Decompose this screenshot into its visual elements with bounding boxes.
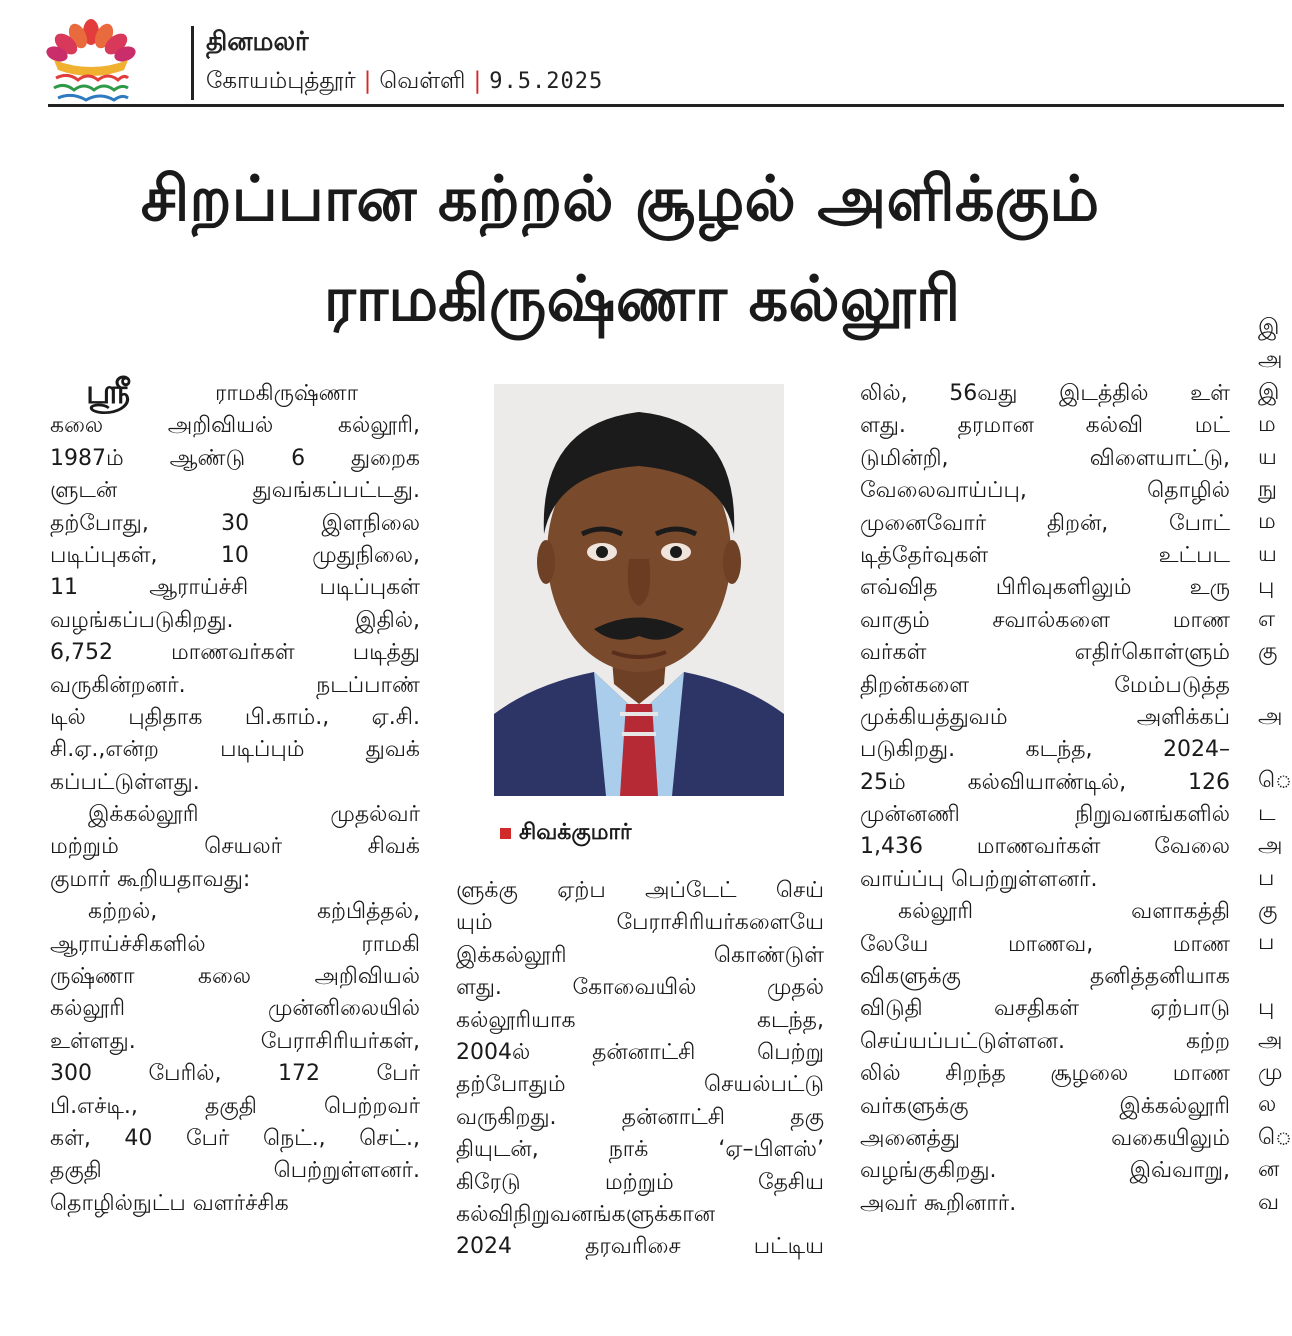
article-line: கிரேடு மற்றும் தேசிய: [456, 1169, 824, 1195]
article-line: கல்லூரி வளாகத்தி: [898, 899, 1230, 925]
caption-text: சிவக்குமார்: [519, 820, 632, 845]
photo-caption: [500, 818, 631, 848]
article-line: கு: [1258, 898, 1278, 924]
article-column-1: [50, 378, 420, 1220]
article-line: வழங்குகிறது. இவ்வாறு,: [860, 1158, 1230, 1184]
article-line: டுமின்றி, விளையாட்டு,: [860, 445, 1230, 471]
article-line: 2024 தரவரிசை பட்டிய: [456, 1234, 824, 1260]
caption-bullet-icon: [500, 828, 511, 839]
article-line: கற்றல், கற்பித்தல்,: [88, 899, 420, 925]
article-line: தற்போது, 30 இளநிலை: [50, 510, 420, 536]
article-line: கல்லூரியாக கடந்த,: [456, 1007, 824, 1033]
edition-day: வெள்ளி: [379, 68, 466, 94]
article-line: ருஷ்ணா கலை அறிவியல்: [50, 964, 420, 990]
article-line: கல்லூரி முன்னிலையில்: [50, 996, 420, 1022]
article-line: 1,436 மாணவர்கள் வேலை: [860, 834, 1230, 860]
article-line: ளது. கோவையில் முதல்: [456, 975, 824, 1001]
masthead-divider: [191, 26, 194, 100]
article-line: நு: [1258, 476, 1278, 502]
article-line: எ: [1258, 606, 1276, 632]
article-column-3: [860, 378, 1230, 1220]
article-line: வ: [1258, 1189, 1280, 1215]
article-line: இ: [1258, 315, 1280, 340]
article-line: இக்கல்லூரி கொண்டுள்: [456, 942, 824, 968]
article-line: ப: [1258, 865, 1275, 891]
article-line: விகளுக்கு தனித்தனியாக: [860, 964, 1230, 990]
article-line: யும் பேராசிரியர்களையே: [456, 910, 824, 936]
article-line: அவர் கூறினார்.: [860, 1190, 1017, 1216]
article-line: முக்கியத்துவம் அளிக்கப்: [860, 704, 1230, 730]
article-line: ல: [1258, 1092, 1277, 1118]
article-line: மு: [1258, 1059, 1283, 1085]
article-line: தகுதி பெற்றுள்ளனர்.: [50, 1158, 420, 1184]
article-line: 25ம் கல்வியாண்டில், 126: [860, 769, 1230, 795]
article-line: 2004ல் தன்னாட்சி பெற்று: [456, 1039, 824, 1065]
header-rule: [48, 104, 1284, 107]
article-line: [1258, 733, 1284, 765]
headline-line-2: ராமகிருஷ்ணா கல்லூரி: [323, 262, 961, 335]
article-line: வாய்ப்பு பெற்றுள்ளனர்.: [860, 866, 1098, 892]
portrait-image: [494, 384, 784, 796]
article-line: கலை அறிவியல் கல்லூரி,: [50, 413, 420, 439]
article-line: ட: [1258, 800, 1276, 826]
article-line: வருகிறது. தன்னாட்சி தகு: [456, 1104, 824, 1130]
article-line: செய்யப்பட்டுள்ளன. கற்ற: [860, 1028, 1230, 1054]
adjacent-article-fragment: [1258, 312, 1292, 1219]
article-line: 6,752 மாணவர்கள் படித்து: [50, 640, 420, 666]
article-line: வழங்கப்படுகிறது. இதில்,: [50, 607, 420, 633]
article-line: திறன்களை மேம்படுத்த: [860, 672, 1230, 698]
article-line: தியுடன், நாக் ‘ஏ–பிளஸ்’: [456, 1137, 824, 1163]
article-line: முனைவோர் திறன், போட்: [860, 510, 1230, 536]
article-line: அனைத்து வகையிலும்: [860, 1125, 1230, 1151]
article-line: லேயே மாணவ, மாண: [860, 931, 1230, 957]
article-line: [1258, 668, 1284, 700]
article-line: சி.ஏ.,என்ற படிப்பும் துவக்: [50, 737, 420, 763]
person-photo: [494, 384, 784, 796]
edition-city: கோயம்புத்தூர்: [206, 68, 356, 94]
article-line: வேலைவாய்ப்பு, தொழில்: [860, 478, 1230, 504]
article-line: ப: [1258, 930, 1275, 956]
article-line: பு: [1258, 995, 1275, 1021]
article-line: படிப்புகள், 10 முதுநிலை,: [50, 542, 420, 568]
edition-separator: |: [363, 68, 372, 94]
article-line: கல்விநிறுவனங்களுக்கான: [456, 1201, 716, 1227]
drop-cap: ஸ்ரீ: [86, 372, 131, 412]
article-line: உள்ளது. பேராசிரியர்கள்,: [50, 1028, 420, 1054]
article-line: லில், 56வது இடத்தில் உள்: [860, 381, 1230, 406]
article-line: இக்கல்லூரி முதல்வர்: [88, 802, 420, 828]
article-line: வர்கள் எதிர்கொள்ளும்: [860, 640, 1230, 666]
article-line: தற்போதும் செயல்பட்டு: [456, 1072, 824, 1098]
lotus-logo-icon: [48, 16, 134, 104]
article-line: கப்பட்டுள்ளது.: [50, 769, 200, 795]
article-line: அ: [1258, 347, 1283, 373]
article-line: மற்றும் செயலர் சிவக்: [50, 834, 420, 860]
article-line: டில் புதிதாக பி.காம்., ஏ.சி.: [50, 704, 420, 730]
article-line: படுகிறது. கடந்த, 2024–: [860, 737, 1230, 763]
article-line: ன: [1258, 1157, 1280, 1183]
article-line: எவ்வித பிரிவுகளிலும் உரு: [860, 575, 1230, 601]
article-line: ெ: [1258, 1124, 1292, 1150]
article-line: ெ: [1258, 768, 1292, 794]
article-line: கு: [1258, 638, 1278, 664]
article-line: ராமகிருஷ்ணா: [215, 381, 359, 406]
article-line: தொழில்நுட்ப வளர்ச்சிக: [50, 1190, 289, 1216]
article-line: 1987ம் ஆண்டு 6 துறைக: [50, 445, 420, 471]
article-line: ளுடன் துவங்கப்பட்டது.: [50, 478, 420, 504]
article-line: வர்களுக்கு இக்கல்லூரி: [860, 1093, 1230, 1119]
article-line: இ: [1258, 379, 1280, 405]
article-line: ளுக்கு ஏற்ப அப்டேட் செய்: [456, 878, 824, 903]
article-line: வாகும் சவால்களை மாண: [860, 607, 1230, 633]
edition-info: [206, 66, 603, 97]
article-line: விடுதி வசதிகள் ஏற்பாடு: [860, 996, 1230, 1022]
article-line: ய: [1258, 541, 1277, 567]
article-line: டித்தேர்வுகள் உட்பட: [860, 542, 1230, 568]
article-column-2: [456, 875, 824, 1264]
article-line: அ: [1258, 703, 1283, 729]
edition-separator: |: [473, 68, 482, 94]
article-line: அ: [1258, 833, 1283, 859]
article-line: குமார் கூறியதாவது:: [50, 866, 251, 892]
article-line: 11 ஆராய்ச்சி படிப்புகள்: [50, 575, 420, 601]
article-line: 300 பேரில், 172 பேர்: [50, 1061, 420, 1087]
edition-date: 9.5.2025: [489, 69, 604, 94]
masthead: [48, 12, 1284, 108]
article-line: வருகின்றனர். நடப்பாண்: [50, 672, 420, 698]
article-line: ம: [1258, 509, 1276, 535]
article-line: ய: [1258, 444, 1277, 470]
article-line: ஆராய்ச்சிகளில் ராமகி: [50, 931, 420, 957]
newspaper-name: தினமலர்: [206, 27, 309, 57]
headline-line-1: சிறப்பான கற்றல் சூழல் அளிக்கும்: [140, 162, 1100, 235]
article-line: பு: [1258, 574, 1275, 600]
article-line: பி.எச்டி., தகுதி பெற்றவர்: [50, 1093, 420, 1119]
article-line: அ: [1258, 1027, 1283, 1053]
article-line: கள், 40 பேர் நெட்., செட்.,: [50, 1125, 420, 1151]
article-line: முன்னணி நிறுவனங்களில்: [860, 802, 1230, 828]
article-line: ளது. தரமான கல்வி மட்: [860, 413, 1230, 439]
article-line: ம: [1258, 412, 1276, 438]
article-line: [1258, 960, 1284, 992]
article-line: லில் சிறந்த சூழலை மாண: [860, 1061, 1230, 1087]
